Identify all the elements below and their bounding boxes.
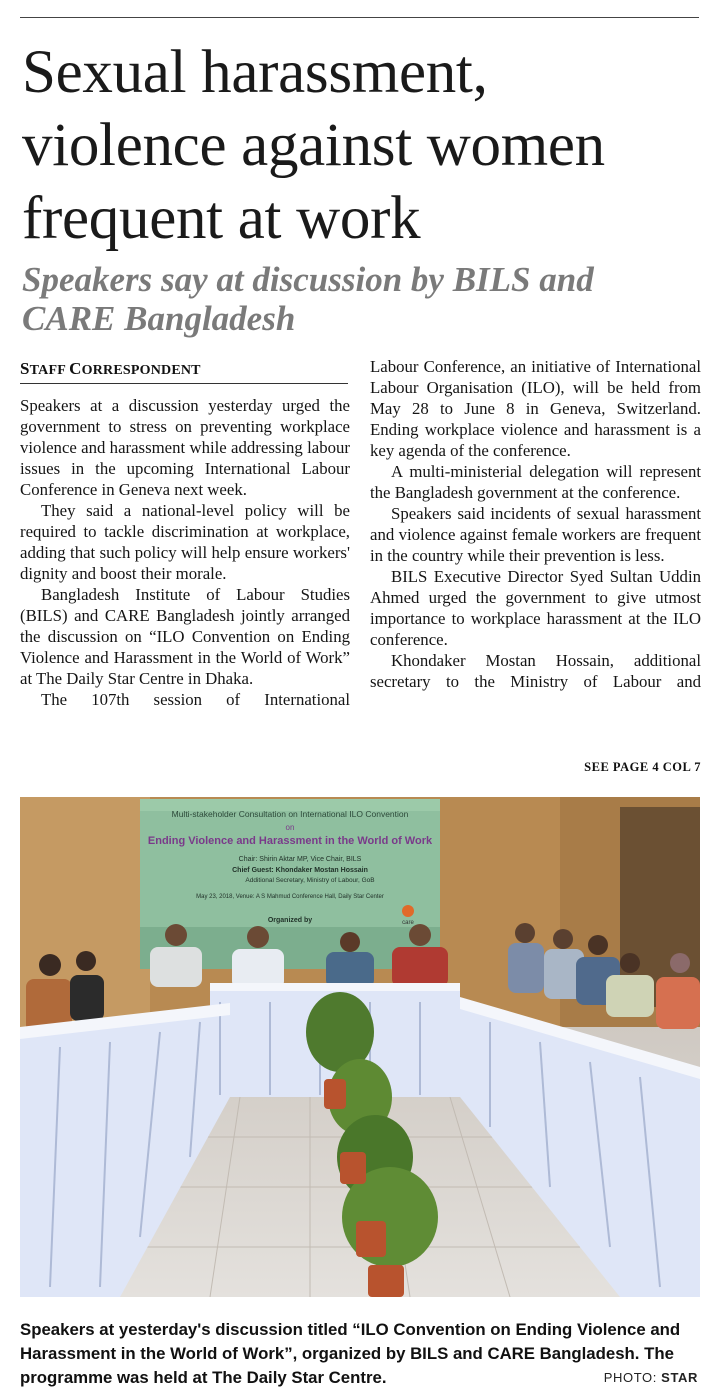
banner-guest-title: Additional Secretary, Ministry of Labour, GoB (245, 877, 375, 884)
paragraph: They said a national-level policy will be required to tackle discrimination at workplace, adding that such policy will help ensure workers' dignity and boost their morale. (20, 501, 350, 583)
byline-rest-2: ORRESPONDENT (81, 363, 201, 378)
banner-chair: Chair: Shirin Aktar MP, Vice Chair, BILS (238, 856, 362, 863)
article-column-right (370, 356, 701, 692)
jump-line: SEE PAGE 4 COL 7 (584, 760, 701, 774)
paragraph: A multi-ministerial delegation will represent the Bangladesh government at the conference. (370, 462, 701, 502)
banner-line-2: on (285, 823, 295, 832)
care-logo-text: care (402, 920, 414, 926)
banner-line-1: Multi-stakeholder Consultation on International ILO Convention (171, 809, 409, 819)
byline-initial-2: C (69, 359, 82, 378)
paragraph: The 107th session of International (41, 690, 350, 709)
banner-organized: Organized by (267, 917, 313, 924)
paragraph: Bangladesh Institute of Labour Studies (BILS) and CARE Bangladesh jointly arranged the discussion on “ILO Convention on Ending Violence and Harassment in the World of Work” at The Daily Star Centre in Dhaka. (20, 585, 350, 688)
paragraph: Khondaker Mostan Hossain, additional secretary to the Ministry of Labour and (370, 651, 701, 691)
article-column-left (20, 395, 350, 710)
photo-credit-label: PHOTO: (603, 1370, 657, 1385)
byline (20, 359, 348, 384)
banner-title: Ending Violence and Harassment in the World of Work (147, 835, 433, 847)
photo-caption: Speakers at yesterday's discussion titled “ILO Convention on Ending Violence and Harassment in the World of Work”, organized by BILS and CARE Bangladesh. The programme was held at The Daily Star Centre. (20, 1320, 681, 1387)
paragraph: Speakers said incidents of sexual harassment and violence against female workers are frequent in the country while their prevention is less. (370, 504, 701, 565)
paragraph: Labour Conference, an initiative of International Labour Organisation (ILO), will be held from May 28 to June 8 in Geneva, Switzerland. Ending workplace violence and harassment is a key agenda of the conference. (370, 357, 701, 460)
top-rule (20, 17, 699, 18)
banner-date: May 23, 2018, Venue: A S Mahmud Conference Hall, Daily Star Center (196, 894, 384, 900)
news-photo (20, 797, 700, 1297)
photo-credit (604, 1370, 698, 1385)
byline-initial-1: S (20, 359, 30, 378)
paragraph: Speakers at a discussion yesterday urged the government to stress on preventing workplace violence and harassment while addressing labour issues in the upcoming International Labour Conference in Geneva next week. (20, 396, 350, 499)
subheadline: Speakers say at discussion by BILS and CARE Bangladesh (22, 260, 594, 338)
byline-rest-1: TAFF (29, 363, 70, 378)
banner-guest: Chief Guest: Khondaker Mostan Hossain (232, 867, 368, 874)
paragraph: BILS Executive Director Syed Sultan Uddin Ahmed urged the government to give utmost importance to workplace harassment at the ILO conference. (370, 567, 701, 649)
care-logo-icon (402, 905, 414, 917)
headline: Sexual harassment, violence against women frequent at work (22, 39, 605, 252)
conference-photo-illustration (20, 797, 700, 1297)
photo-credit-source: STAR (661, 1370, 698, 1385)
